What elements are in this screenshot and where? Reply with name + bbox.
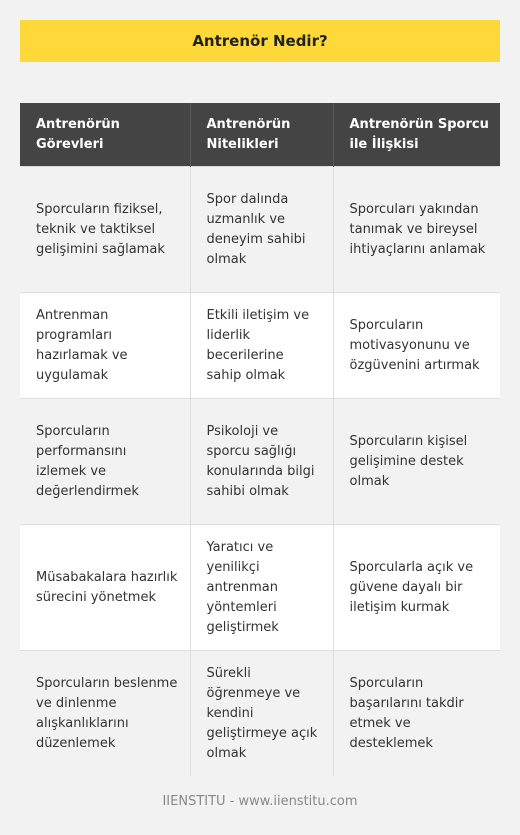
table-cell: Sürekli öğrenmeye ve kendini geliştirmeye açık olmak <box>190 651 333 777</box>
table-cell: Sporcuların motivasyonunu ve özgüvenini artırmak <box>333 293 500 399</box>
table-cell: Sporcuların kişisel gelişimine destek olmak <box>333 399 500 525</box>
footer-credit: IIENSTITU - www.iienstitu.com <box>162 794 358 809</box>
table-cell: Sporcuların fiziksel, teknik ve taktiksel gelişimini sağlamak <box>20 167 190 293</box>
table-row <box>20 525 500 651</box>
table-cell: Sporcuların performansını izlemek ve değerlendirmek <box>20 399 190 525</box>
table-cell: Sporcuların beslenme ve dinlenme alışkanlıklarını düzenlemek <box>20 651 190 777</box>
table-cell: Etkili iletişim ve liderlik becerilerine sahip olmak <box>190 293 333 399</box>
table-header-row <box>20 103 500 167</box>
table-cell: Antrenman programları hazırlamak ve uygulamak <box>20 293 190 399</box>
table-row <box>20 399 500 525</box>
table-row <box>20 651 500 777</box>
header-cell-duties: Antrenörün Görevleri <box>20 103 190 167</box>
info-table <box>20 103 500 776</box>
table-cell: Sporcularla açık ve güvene dayalı bir iletişim kurmak <box>333 525 500 651</box>
table-cell: Yaratıcı ve yenilikçi antrenman yöntemleri geliştirmek <box>190 525 333 651</box>
header-cell-relationship: Antrenörün Sporcu ile İlişkisi <box>333 103 500 167</box>
table-cell: Sporcuların başarılarını takdir etmek ve desteklemek <box>333 651 500 777</box>
table-cell: Müsabakalara hazırlık sürecini yönetmek <box>20 525 190 651</box>
table-row <box>20 293 500 399</box>
page-title-banner <box>20 20 500 62</box>
table-cell: Sporcuları yakından tanımak ve bireysel ihtiyaçlarını anlamak <box>333 167 500 293</box>
header-cell-qualifications: Antrenörün Nitelikleri <box>190 103 333 167</box>
table-cell: Psikoloji ve sporcu sağlığı konularında bilgi sahibi olmak <box>190 399 333 525</box>
table-row <box>20 167 500 293</box>
info-table-container <box>20 103 500 776</box>
table-cell: Spor dalında uzmanlık ve deneyim sahibi olmak <box>190 167 333 293</box>
page-title: Antrenör Nedir? <box>192 32 328 50</box>
